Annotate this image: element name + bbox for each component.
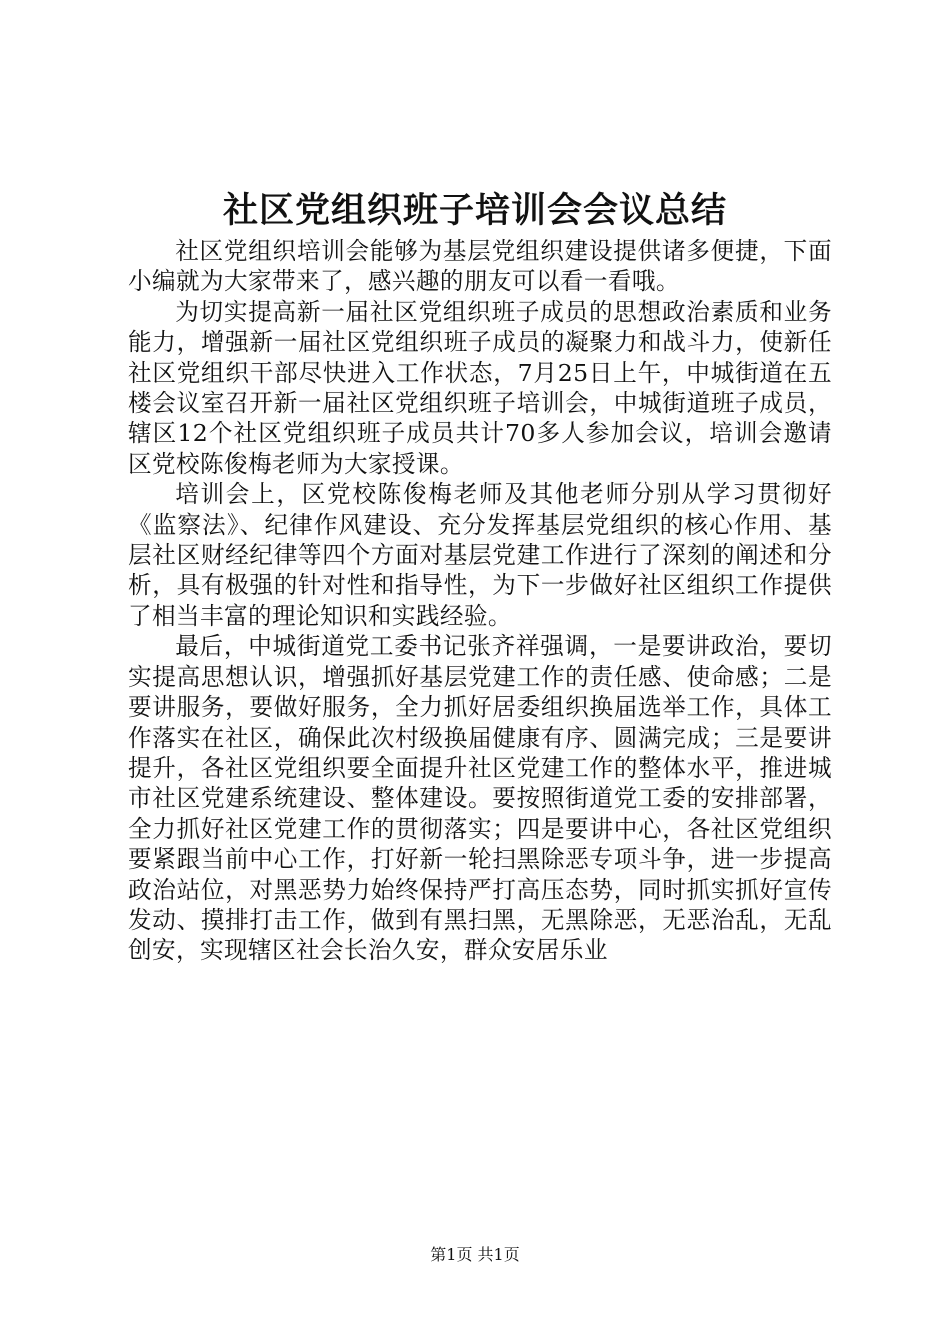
document-title: 社区党组织班子培训会会议总结 xyxy=(222,191,727,231)
page-number-footer: 第1页 共1页 xyxy=(430,1245,520,1264)
document-body xyxy=(128,236,832,966)
paragraph-meeting-overview: 为切实提高新一届社区党组织班子成员的思想政治素质和业务能力，增强新一届社区党组织班子成员的凝聚力和战斗力，使新任社区党组织干部尽快进入工作状态，7月25日上午，中城街道在五楼会议室召开新一届社区党组织班子培训会，中城街道班子成员，辖区12个社区党组织班子成员共计70多人参加会议，培训会邀请区党校陈俊梅老师为大家授课。 xyxy=(128,297,832,478)
paragraph-training-content: 培训会上，区党校陈俊梅老师及其他老师分别从学习贯彻好《监察法》、纪律作风建设、充分发挥基层党组织的核心作用、基层社区财经纪律等四个方面对基层党建工作进行了深刻的阐述和分析，具有极强的针对性和指导性，为下一步做好社区组织工作提供了相当丰富的理论知识和实践经验。 xyxy=(128,480,832,630)
paragraph-closing-remarks: 最后，中城街道党工委书记张齐祥强调，一是要讲政治，要切实提高思想认识，增强抓好基层党建工作的责任感、使命感；二是要讲服务，要做好服务，全力抓好居委组织换届选举工作，具体工作落实在社区，确保此次村级换届健康有序、圆满完成；三是要讲提升，各社区党组织要全面提升社区党建工作的整体水平，推进城市社区党建系统建设、整体建设。要按照街道党工委的安排部署，全力抓好社区党建工作的贯彻落实；四是要讲中心，各社区党组织要紧跟当前中心工作，打好新一轮扫黑除恶专项斗争，进一步提高政治站位，对黑恶势力始终保持严打高压态势，同时抓实抓好宣传发动、摸排打击工作，做到有黑扫黑，无黑除恶，无恶治乱，无乱创安，实现辖区社会长治久安，群众安居乐业 xyxy=(128,632,832,965)
paragraph-intro: 社区党组织培训会能够为基层党组织建设提供诸多便捷，下面小编就为大家带来了，感兴趣的朋友可以看一看哦。 xyxy=(128,237,832,296)
